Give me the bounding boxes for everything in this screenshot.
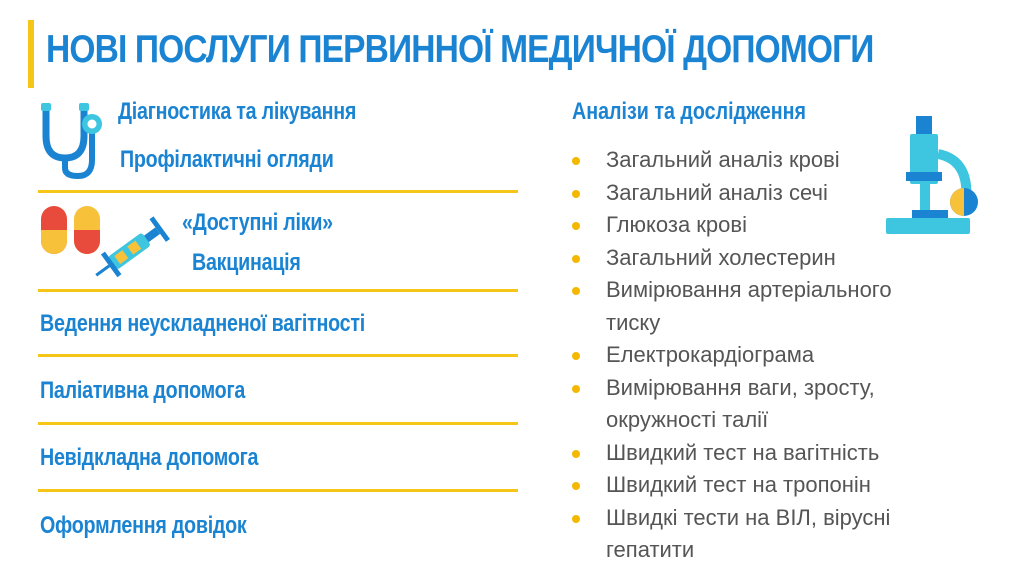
title-accent-bar — [28, 20, 34, 88]
list-item: Загальний холестерин — [570, 242, 970, 275]
list-item: Вимірювання ваги, зросту, окружності талії — [570, 372, 970, 437]
list-item: Загальний аналіз сечі — [570, 177, 970, 210]
bullet — [572, 515, 580, 523]
service-vaccination: Вакцинація — [192, 249, 301, 276]
list-item: Глюкоза крові — [570, 209, 970, 242]
list-item: Електрокардіограма — [570, 339, 970, 372]
divider — [38, 489, 518, 492]
list-item: Швидкий тест на вагітність — [570, 437, 970, 470]
list-item: Швидкі тести на ВІЛ, вірусні гепатити — [570, 502, 970, 567]
bullet — [572, 450, 580, 458]
service-diagnostics: Діагностика та лікування — [118, 98, 357, 125]
bullet — [572, 482, 580, 490]
service-pregnancy: Ведення неускладненої вагітності — [40, 310, 365, 337]
bullet — [572, 287, 580, 295]
bullet — [572, 190, 580, 198]
service-certificates: Оформлення довідок — [40, 512, 247, 539]
bullet — [572, 222, 580, 230]
page-title: НОВІ ПОСЛУГИ ПЕРВИННОЇ МЕДИЧНОЇ ДОПОМОГИ — [46, 28, 874, 71]
tests-heading: Аналізи та дослідження — [572, 98, 806, 125]
list-item: Вимірювання артеріального тиску — [570, 274, 970, 339]
service-emergency: Невідкладна допомога — [40, 444, 259, 471]
list-item: Загальний аналіз крові — [570, 144, 970, 177]
divider — [38, 354, 518, 357]
service-affordable-medicines: «Доступні ліки» — [182, 209, 333, 236]
syringe-icon — [86, 214, 176, 286]
bullet — [572, 157, 580, 165]
list-item: Швидкий тест на тропонін — [570, 469, 970, 502]
service-palliative: Паліативна допомога — [40, 377, 246, 404]
tests-list — [570, 144, 970, 567]
bullet — [572, 352, 580, 360]
stethoscope-icon — [38, 100, 104, 180]
divider — [38, 422, 518, 425]
bullet — [572, 255, 580, 263]
service-checkups: Профілактичні огляди — [120, 146, 334, 173]
divider — [38, 190, 518, 193]
bullet — [572, 385, 580, 393]
divider — [38, 289, 518, 292]
